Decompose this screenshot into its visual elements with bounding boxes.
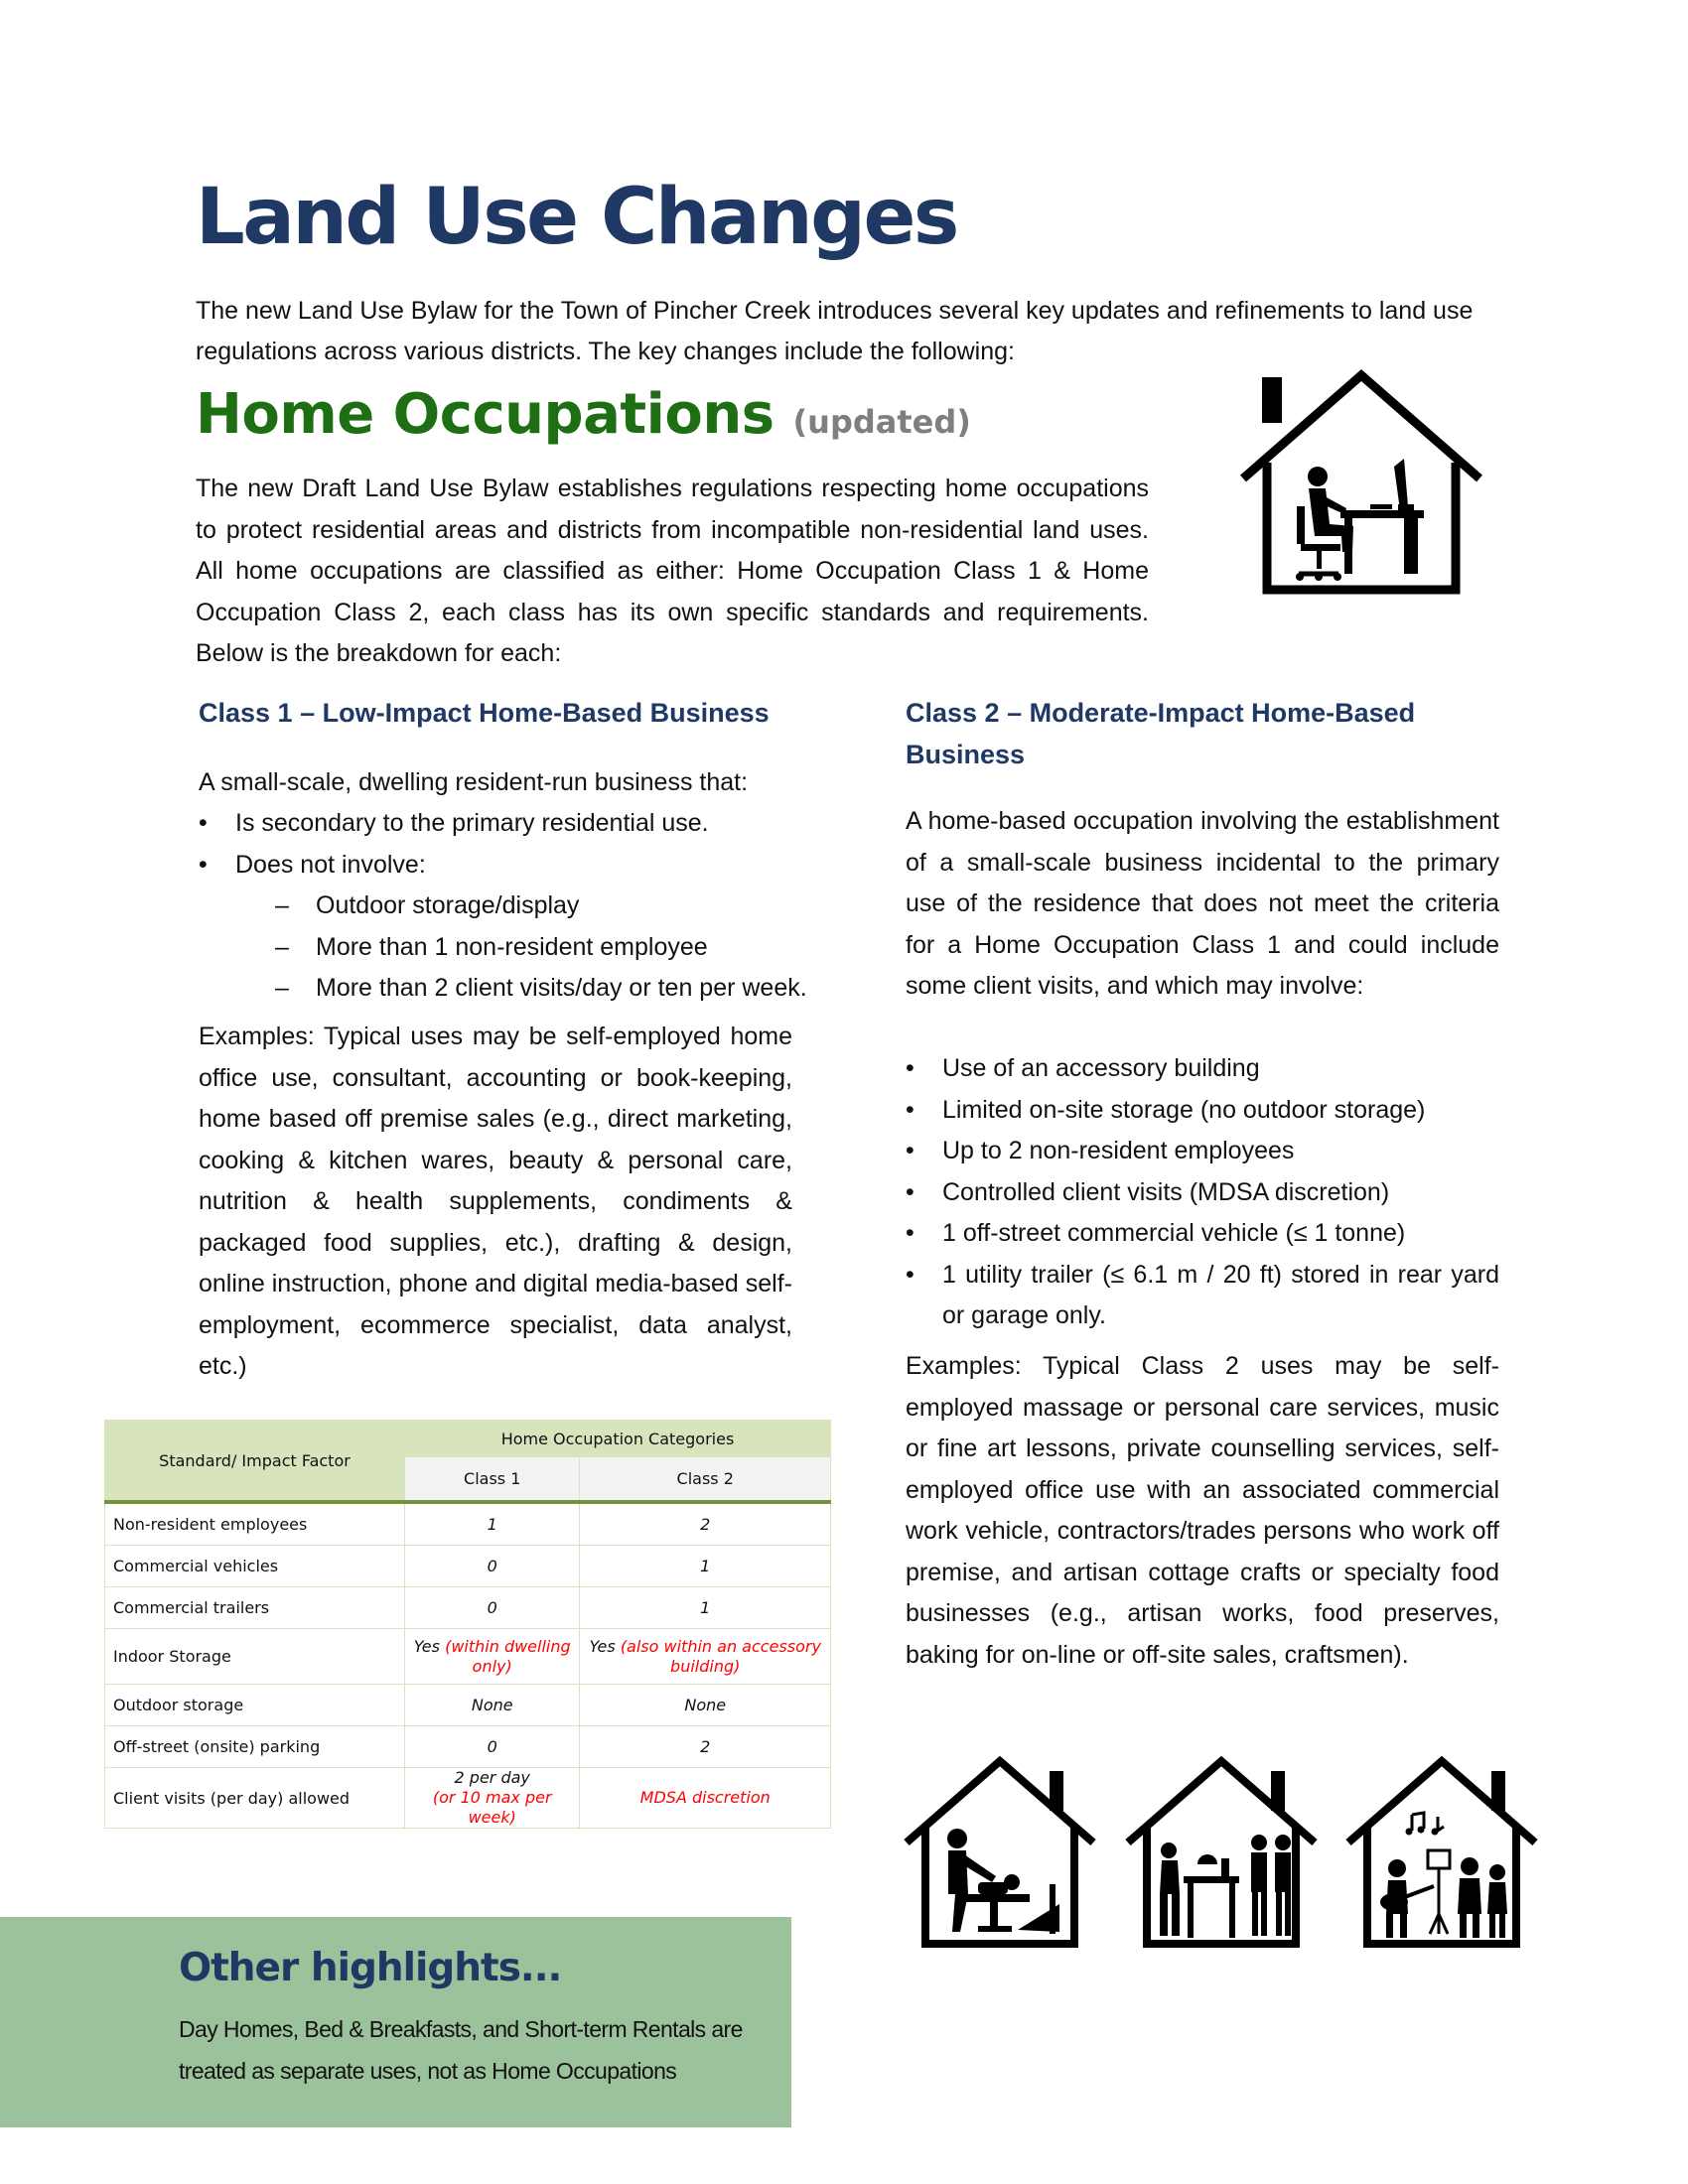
page-title: Land Use Changes xyxy=(196,173,957,262)
row-label: Non-resident employees xyxy=(105,1502,405,1546)
table-row xyxy=(105,1587,831,1629)
section-heading xyxy=(196,382,971,447)
list-item: • Controlled client visits (MDSA discretion) xyxy=(906,1172,1499,1214)
table-header-categories: Home Occupation Categories xyxy=(405,1421,831,1457)
row-label: Outdoor storage xyxy=(105,1685,405,1726)
cell-value: Yes xyxy=(413,1636,440,1656)
table-row xyxy=(105,1546,831,1587)
list-item: • Up to 2 non-resident employees xyxy=(906,1131,1499,1172)
list-item: • 1 utility trailer (≤ 6.1 m / 20 ft) stored in rear yard or garage only. xyxy=(906,1255,1499,1337)
class1-cell: None xyxy=(405,1685,580,1726)
cell-note: (also within an accessory building) xyxy=(620,1636,821,1676)
home-office-icon xyxy=(1229,367,1487,596)
class1-cell: 1 xyxy=(405,1502,580,1546)
cell-note: (within dwelling only) xyxy=(445,1636,571,1676)
class1-lead: A small-scale, dwelling resident-run business that: xyxy=(199,768,749,796)
highlights-title: Other highlights... xyxy=(179,1946,562,1990)
class2-cell: 2 xyxy=(580,1726,831,1768)
class1-cell: 0 xyxy=(405,1546,580,1587)
row-label: Commercial trailers xyxy=(105,1587,405,1629)
home-music-lesson-icon xyxy=(1342,1755,1541,1954)
list-item xyxy=(199,845,814,1010)
cell-value: 2 per day xyxy=(454,1768,530,1787)
table-row xyxy=(105,1768,831,1829)
class2-cell: 2 xyxy=(580,1502,831,1546)
class2-cell: MDSA discretion xyxy=(580,1768,831,1829)
class2-cell xyxy=(580,1629,831,1685)
row-label: Commercial vehicles xyxy=(105,1546,405,1587)
table-row xyxy=(105,1726,831,1768)
home-food-service-icon xyxy=(1122,1755,1321,1954)
class1-cell xyxy=(405,1629,580,1685)
updated-tag: (updated) xyxy=(792,403,971,441)
table-header-standard: Standard/ Impact Factor xyxy=(105,1421,405,1503)
list-item-text: Does not involve: xyxy=(235,850,426,879)
row-label: Off-street (onsite) parking xyxy=(105,1726,405,1768)
class1-sub-list xyxy=(275,886,814,1010)
section-heading-text: Home Occupations xyxy=(196,382,774,447)
highlights-text: Day Homes, Bed & Breakfasts, and Short-term Rentals are treated as separate uses, not as Home Occupations xyxy=(179,2016,743,2084)
list-item: • Limited on-site storage (no outdoor storage) xyxy=(906,1090,1499,1132)
sub-list-item: – Outdoor storage/display xyxy=(275,886,814,927)
sub-list-item: – More than 2 client visits/day or ten per week. xyxy=(275,968,814,1010)
cell-note: (or 10 max per week) xyxy=(432,1788,552,1827)
table-row xyxy=(105,1502,831,1546)
class2-title: Class 2 – Moderate-Impact Home-Based Business xyxy=(906,698,1416,769)
class1-title: Class 1 – Low-Impact Home-Based Business xyxy=(199,698,770,728)
section-intro: The new Draft Land Use Bylaw establishes regulations respecting home occupations to protect residential areas and districts from incompatible non-residential land uses. All home occupations are classified as either: Home Occupation Class 1 & Home Occupation Class 2, each class has its own specific standards and requirements. Below is the breakdown for each: xyxy=(196,475,1149,667)
class1-cell: 0 xyxy=(405,1726,580,1768)
class2-cell: 1 xyxy=(580,1546,831,1587)
table-row xyxy=(105,1629,831,1685)
sub-list-item: – More than 1 non-resident employee xyxy=(275,927,814,969)
class1-bullet-list xyxy=(199,803,814,1010)
intro-paragraph: The new Land Use Bylaw for the Town of Pincher Creek introduces several key updates and refinements to land use regulations across various districts. The key changes include the following: xyxy=(196,297,1474,365)
class1-examples: Examples: Typical uses may be self-employed home office use, consultant, accounting or book-keeping, home based off premise sales (e.g., direct marketing, cooking & kitchen wares, beauty & personal care, nutrition & health supplements, condiments & packaged food supplies, etc.), drafting & design, online instruction, phone and digital media-based self-employment, ecommerce specialist, data analyst, etc.) xyxy=(199,1023,792,1380)
class2-examples: Examples: Typical Class 2 uses may be self-employed massage or personal care services, music or fine art lessons, private counselling services, self-employed office use with an associated commercial work vehicle, contractors/trades persons who work off premise, and artisan cottage crafts or specialty food businesses (e.g., artisan works, food preserves, baking for on-line or off-site sales, craftsmen). xyxy=(906,1352,1499,1669)
class2-cell: None xyxy=(580,1685,831,1726)
row-label: Client visits (per day) allowed xyxy=(105,1768,405,1829)
row-label: Indoor Storage xyxy=(105,1629,405,1685)
impact-comparison-table xyxy=(104,1420,831,1829)
list-item: • Is secondary to the primary residential use. xyxy=(199,803,814,845)
table-header-class2: Class 2 xyxy=(580,1457,831,1503)
class1-cell: 0 xyxy=(405,1587,580,1629)
list-item: • 1 off-street commercial vehicle (≤ 1 tonne) xyxy=(906,1213,1499,1255)
table-row xyxy=(105,1685,831,1726)
class2-description: A home-based occupation involving the establishment of a small-scale business incidental to the primary use of the residence that does not meet the criteria for a Home Occupation Class 1 and could include some client visits, and which may involve: xyxy=(906,807,1499,1000)
class1-cell xyxy=(405,1768,580,1829)
list-item: • Use of an accessory building xyxy=(906,1048,1499,1090)
table-header-class1: Class 1 xyxy=(405,1457,580,1503)
class2-cell: 1 xyxy=(580,1587,831,1629)
home-massage-icon xyxy=(901,1755,1099,1954)
cell-value: Yes xyxy=(589,1636,616,1656)
class2-bullet-list xyxy=(906,1048,1499,1337)
